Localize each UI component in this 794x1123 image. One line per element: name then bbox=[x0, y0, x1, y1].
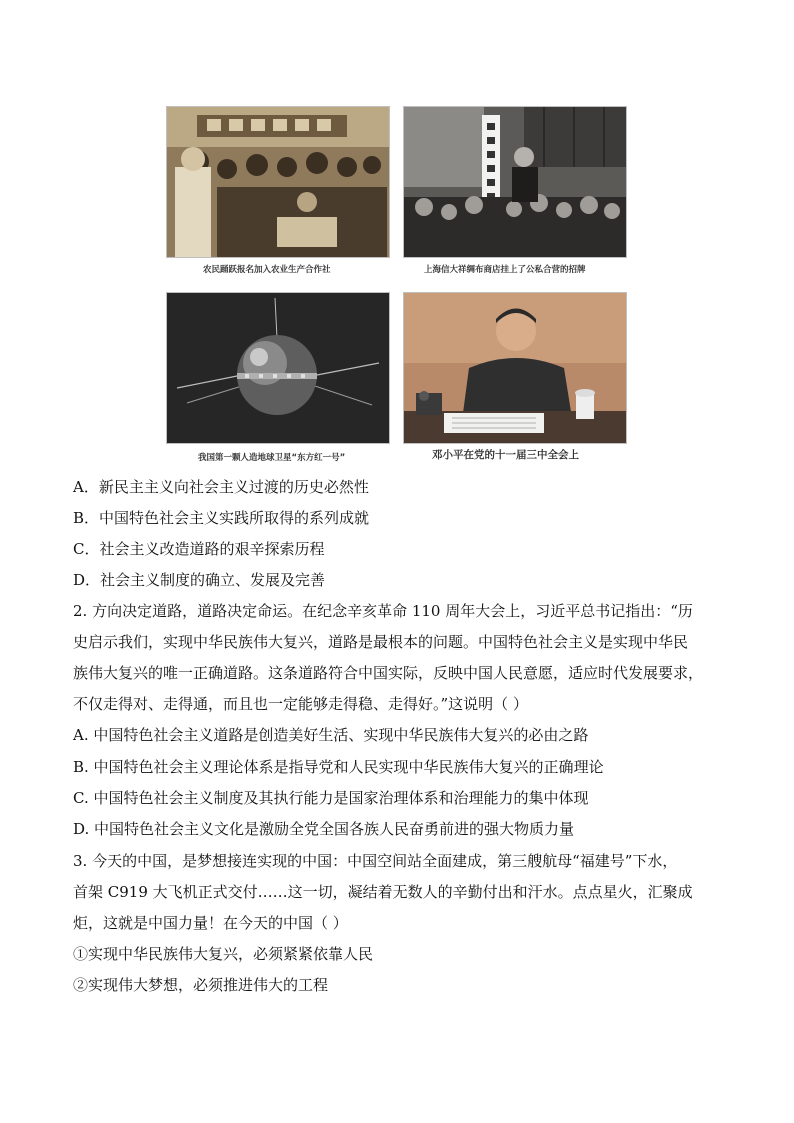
satellite-photo bbox=[166, 292, 390, 444]
figure-caption-1: 农民踊跃报名加入农业生产合作社 bbox=[203, 265, 331, 275]
shop-sign-photo bbox=[403, 106, 627, 258]
q1-option-a: A．新民主主义向社会主义过渡的历史必然性 bbox=[73, 478, 369, 496]
q3-stem-line-2: 首架 C919 大飞机正式交付……这一切，凝结着无数人的辛勤付出和汗水。点点星火，汇聚成 bbox=[73, 883, 693, 901]
figure-caption-2: 上海信大祥绸布商店挂上了公私合营的招牌 bbox=[424, 265, 586, 275]
q2-option-d: D. 中国特色社会主义文化是激励全党全国各族人民奋勇前进的强大物质力量 bbox=[73, 820, 575, 838]
q2-stem-line-1: 2. 方向决定道路，道路决定命运。在纪念辛亥革命 110 周年大会上，习近平总书记指出：“历 bbox=[73, 602, 693, 620]
q1-option-b: B．中国特色社会主义实践所取得的系列成就 bbox=[73, 509, 370, 527]
speaker-photo bbox=[403, 292, 627, 444]
q2-option-b: B. 中国特色社会主义理论体系是指导党和人民实现中华民族伟大复兴的正确理论 bbox=[73, 758, 604, 776]
q3-stem-line-3: 炬，这就是中国力量！在今天的中国（ ） bbox=[73, 914, 348, 932]
farmers-photo bbox=[166, 106, 390, 258]
q3-stem-line-1: 3. 今天的中国，是梦想接连实现的中国：中国空间站全面建成，第三艘航母“福建号”下水， bbox=[73, 852, 678, 870]
q2-stem-line-2: 史启示我们，实现中华民族伟大复兴，道路是最根本的问题。中国特色社会主义是实现中华民 bbox=[73, 633, 689, 651]
q2-stem-line-3: 族伟大复兴的唯一正确道路。这条道路符合中国实际，反映中国人民意愿，适应时代发展要求， bbox=[73, 664, 704, 682]
q1-option-d: D．社会主义制度的确立、发展及完善 bbox=[73, 571, 326, 589]
q2-option-a: A. 中国特色社会主义道路是创造美好生活、实现中华民族伟大复兴的必由之路 bbox=[73, 726, 589, 744]
figure-caption-3: 我国第一颗人造地球卫星“东方红一号” bbox=[198, 453, 346, 463]
q1-option-c: C．社会主义改造道路的艰辛探索历程 bbox=[73, 540, 325, 558]
q3-statement-2: ②实现伟大梦想，必须推进伟大的工程 bbox=[73, 976, 329, 994]
q2-stem-line-4: 不仅走得对、走得通，而且也一定能够走得稳、走得好。”这说明（ ） bbox=[73, 695, 528, 713]
q2-option-c: C. 中国特色社会主义制度及其执行能力是国家治理体系和治理能力的集中体现 bbox=[73, 789, 589, 807]
q3-statement-1: ①实现中华民族伟大复兴，必须紧紧依靠人民 bbox=[73, 945, 374, 963]
figure-caption-4: 邓小平在党的十一届三中全会上 bbox=[432, 449, 579, 461]
